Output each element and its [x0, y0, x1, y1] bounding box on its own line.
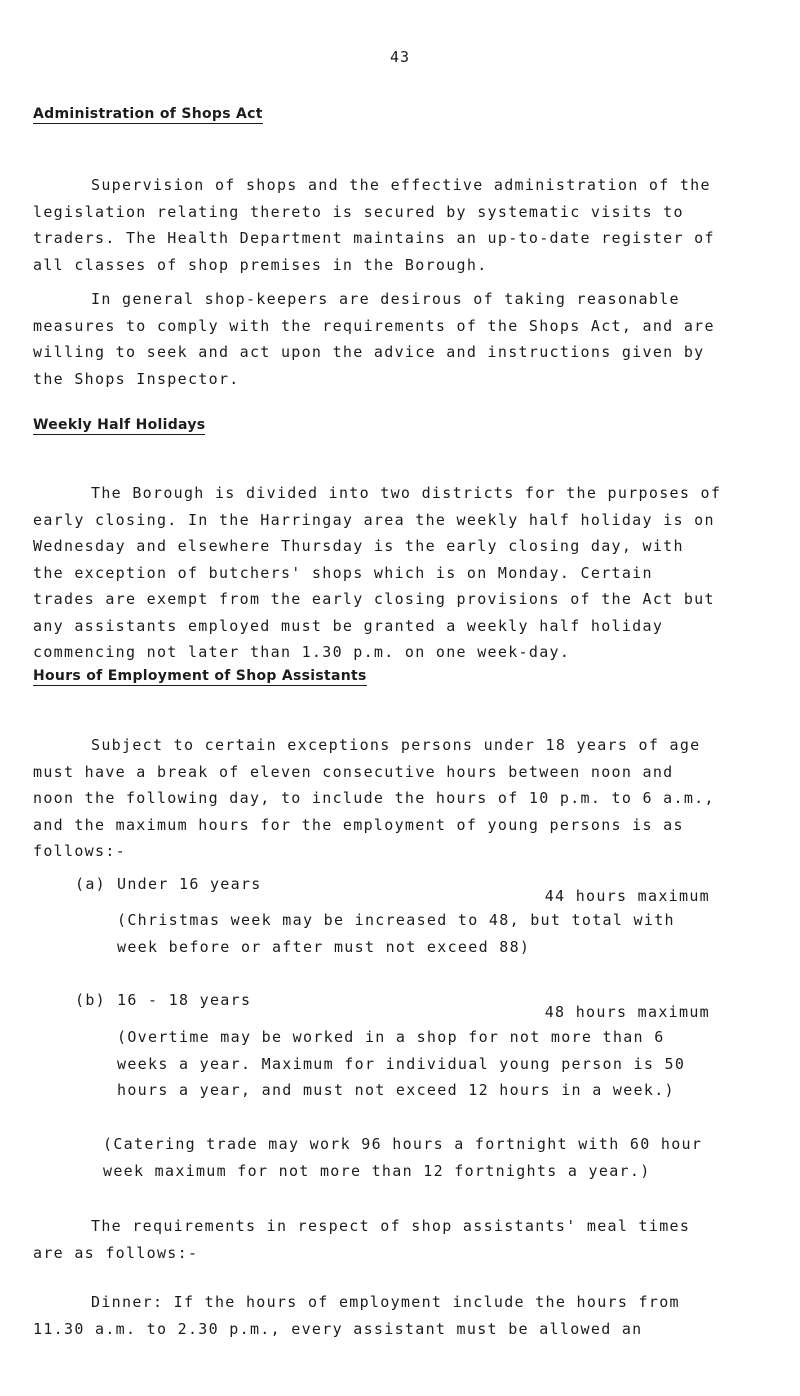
meal-times-intro	[33, 1213, 723, 1266]
hours-paragraph	[33, 732, 723, 865]
page-number: 43	[389, 48, 411, 66]
item-a-age: Under 16 years	[117, 875, 262, 893]
heading-hours-of-employment: Hours of Employment of Shop Assistants	[33, 668, 367, 684]
item-b-maximum: 48 hours maximum	[544, 1003, 710, 1021]
holidays-paragraph	[33, 480, 723, 666]
heading-weekly-half-holidays: Weekly Half Holidays	[33, 417, 206, 433]
dinner-paragraph-text: Dinner: If the hours of employment include the hours from 11.30 a.m. to 2.30 p.m., every assistant must be allowed an	[33, 1293, 680, 1338]
heading-administration: Administration of Shops Act	[33, 106, 263, 122]
item-b-age: 16 - 18 years	[117, 991, 252, 1009]
dinner-paragraph	[33, 1289, 723, 1342]
item-a-maximum: 44 hours maximum	[544, 887, 710, 905]
admin-paragraph-2-text: In general shop-keepers are desirous of taking reasonable measures to comply with the requirements of the Shops Act, and are willing to seek and act upon the advice and instructions given by the Shops Inspector.	[33, 290, 715, 388]
item-a-label: (a)	[75, 875, 106, 893]
admin-paragraph-1	[33, 172, 723, 278]
catering-note: (Catering trade may work 96 hours a fortnight with 60 hour week maximum for not more than 12 fortnights a year.)	[103, 1135, 703, 1180]
meal-times-intro-text: The requirements in respect of shop assistants' meal times are as follows:-	[33, 1217, 691, 1262]
item-b-label: (b)	[75, 991, 106, 1009]
hours-paragraph-text: Subject to certain exceptions persons under 18 years of age must have a break of eleven consecutive hours between noon and noon the following day, to include the hours of 10 p.m. to 6 a.m., and the maximum hours for the employment of young persons is as follows:-	[33, 736, 715, 860]
holidays-paragraph-text: The Borough is divided into two districts for the purposes of early closing. In the Harringay area the weekly half holiday is on Wednesday and elsewhere Thursday is the early closing day, with the exception of butchers' shops which is on Monday. Certain trades are exempt from the early closing provisions of the Act but any assistants employed must be granted a weekly half holiday commencing not later than 1.30 p.m. on one week-day.	[33, 484, 722, 661]
item-a-note: (Christmas week may be increased to 48, but total with week before or after must not exceed 88)	[117, 911, 675, 956]
admin-paragraph-1-text: Supervision of shops and the effective administration of the legislation relating thereto is secured by systematic visits to traders. The Health Department maintains an up-to-date register of all classes of shop premises in the Borough.	[33, 176, 715, 274]
item-b-note: (Overtime may be worked in a shop for not more than 6 weeks a year. Maximum for individual young person is 50 hours a year, and must not exceed 12 hours in a week.)	[117, 1028, 686, 1099]
admin-paragraph-2	[33, 286, 723, 392]
